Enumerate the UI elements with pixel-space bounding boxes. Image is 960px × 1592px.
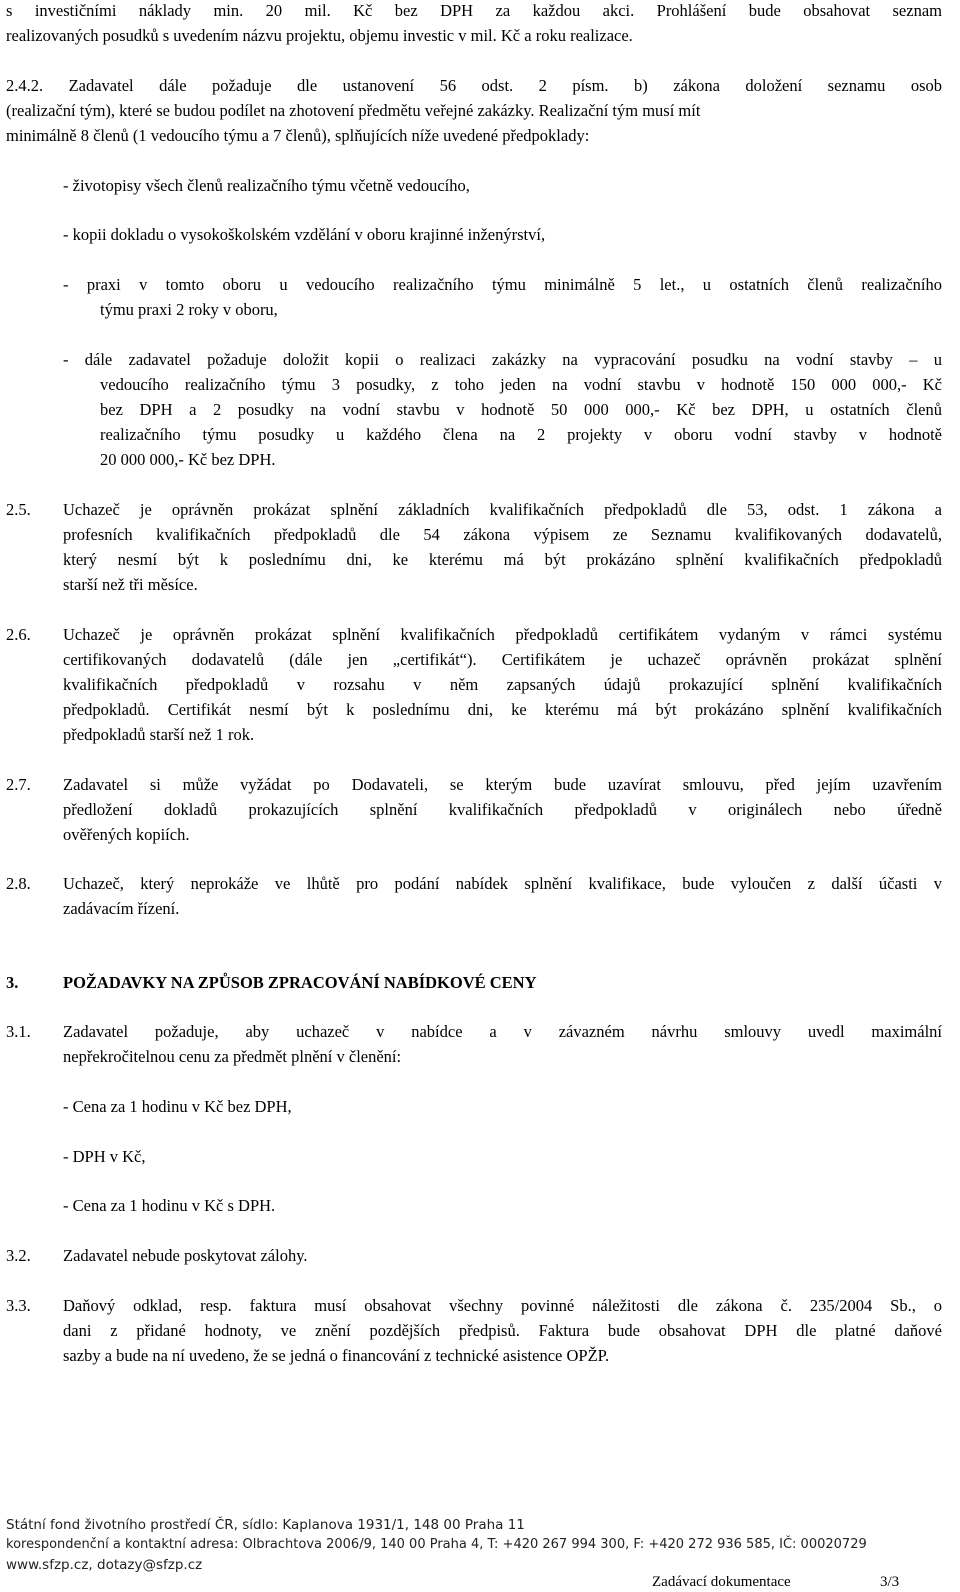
section-2-6-line: kvalifikačních předpokladů v rozsahu v něm zapsaných údajů prokazující splnění kvalifikačních [63, 675, 942, 694]
section-number: 3.3. [6, 1296, 31, 1315]
list-item-continuation: bez DPH a 2 posudky na vodní stavbu v hodnotě 50 000 000,- Kč bez DPH, u ostatních členů [100, 400, 942, 419]
section-2-4-2-line: minimálně 8 členů (1 vedoucího týmu a 7 členů), splňujících níže uvedené předpoklady: [6, 126, 590, 145]
section-number: 3.1. [6, 1022, 31, 1041]
list-item-continuation: vedoucího realizačního týmu 3 posudky, z toho jeden na vodní stavbu v hodnotě 150 000 000,- Kč [100, 375, 942, 394]
list-item-continuation: 20 000 000,- Kč bez DPH. [100, 450, 276, 469]
list-item: - dále zadavatel požaduje doložit kopii o realizaci zakázky na vypracování posudku na vodní stavby – u [63, 350, 942, 369]
list-item: - DPH v Kč, [63, 1147, 146, 1166]
list-item: - kopii dokladu o vysokoškolském vzdělání v oboru krajinné inženýrství, [63, 225, 546, 244]
section-3-3-line: dani z přidané hodnoty, ve znění pozdějších předpisů. Faktura bude obsahovat DPH dle platné daňové [63, 1321, 942, 1340]
section-2-4-2-line: (realizační tým), které se budou podílet na zhotovení předmětu veřejné zakázky. Realizační tým musí mít [6, 101, 701, 120]
footer-web: www.sfzp.cz, dotazy@sfzp.cz [6, 1557, 203, 1573]
list-item: - praxi v tomto oboru u vedoucího realizačního týmu minimálně 5 let., u ostatních členů realizačního [63, 275, 942, 294]
paragraph-line: s investičními náklady min. 20 mil. Kč bez DPH za každou akci. Prohlášení bude obsahovat seznam [6, 1, 942, 20]
document-name: Zadávací dokumentace [652, 1574, 791, 1590]
list-item-continuation: realizačního týmu posudky u každého člena na 2 projekty v oboru vodní stavby v hodnotě [100, 425, 942, 444]
section-2-6-line: certifikovaných dodavatelů (dále jen „certifikát“). Certifikátem je uchazeč oprávněn prokázat splnění [63, 650, 942, 669]
section-3-2-line: Zadavatel nebude poskytovat zálohy. [63, 1246, 308, 1265]
section-number: 3.2. [6, 1246, 31, 1265]
section-2-4-2-line: 2.4.2. Zadavatel dále požaduje dle ustanovení 56 odst. 2 písm. b) zákona doložení seznamu osob [6, 76, 942, 95]
list-item: - životopisy všech členů realizačního týmu včetně vedoucího, [63, 176, 470, 195]
section-2-7-line: ověřených kopiích. [63, 825, 190, 844]
list-item: - Cena za 1 hodinu v Kč s DPH. [63, 1196, 276, 1215]
section-3-3-line: Daňový odklad, resp. faktura musí obsahovat všechny povinné náležitosti dle zákona č. 235/2004 Sb., o [63, 1296, 942, 1315]
section-2-8-line: zadávacím řízení. [63, 899, 180, 918]
section-2-5-line: Uchazeč je oprávněn prokázat splnění základních kvalifikačních předpokladů dle 53, odst. 1 zákona a [63, 500, 942, 519]
section-2-5-line: starší než tři měsíce. [63, 575, 198, 594]
section-number: 2.8. [6, 874, 31, 893]
paragraph-line: realizovaných posudků s uvedením názvu projektu, objemu investic v mil. Kč a roku realizace. [6, 26, 633, 45]
section-2-6-line: předpokladů. Certifikát nesmí být k poslednímu dni, ke kterému má být prokázáno splnění kvalifikačních [63, 700, 942, 719]
list-item: - Cena za 1 hodinu v Kč bez DPH, [63, 1097, 292, 1116]
section-2-7-line: předložení dokladů prokazujících splnění kvalifikačních předpokladů v originálech nebo úředně [63, 800, 942, 819]
section-2-8-line: Uchazeč, který neprokáže ve lhůtě pro podání nabídek splnění kvalifikace, bude vyloučen z další účasti v [63, 874, 942, 893]
section-number: 2.6. [6, 625, 31, 644]
section-2-7-line: Zadavatel si může vyžádat po Dodavateli, se kterým bude uzavírat smlouvu, před jejím uzavřením [63, 775, 942, 794]
footer-contact: korespondenční a kontaktní adresa: Olbrachtova 2006/9, 140 00 Praha 4, T: +420 267 994 300, F: +420 272 936 585, IČ: 00020729 [6, 1537, 867, 1552]
heading-number: 3. [6, 973, 19, 992]
section-number: 2.5. [6, 500, 31, 519]
section-2-6-line: předpokladů starší než 1 rok. [63, 725, 255, 744]
section-2-5-line: profesních kvalifikačních předpokladů dle 54 zákona výpisem ze Seznamu kvalifikovaných dodavatelů, [63, 525, 942, 544]
section-3-1-line: nepřekročitelnou cenu za předmět plnění v členění: [63, 1047, 402, 1066]
page-number: 3/3 [880, 1574, 900, 1590]
list-item-continuation: týmu praxi 2 roky v oboru, [100, 300, 278, 319]
section-3-1-line: Zadavatel požaduje, aby uchazeč v nabídce a v závazném návrhu smlouvy uvedl maximální [63, 1022, 942, 1041]
section-heading: POŽADAVKY NA ZPŮSOB ZPRACOVÁNÍ NABÍDKOVÉ CENY [63, 973, 537, 992]
section-2-5-line: který nesmí být k poslednímu dni, ke kterému má být prokázáno splnění kvalifikačních předpokladů [63, 550, 942, 569]
section-3-3-line: sazby a bude na ní uvedeno, že se jedná o financování z technické asistence OPŽP. [63, 1346, 610, 1365]
section-number: 2.7. [6, 775, 31, 794]
section-2-6-line: Uchazeč je oprávněn prokázat splnění kvalifikačních předpokladů certifikátem vydaným v rámci systému [63, 625, 942, 644]
footer-address: Státní fond životního prostředí ČR, sídlo: Kaplanova 1931/1, 148 00 Praha 11 [6, 1517, 525, 1533]
